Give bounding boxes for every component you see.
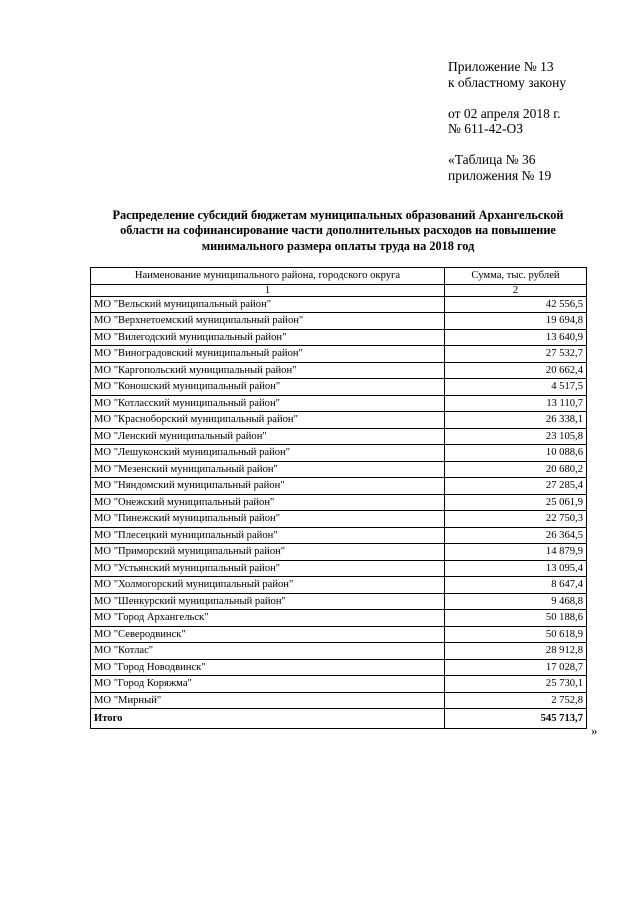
subsidy-amount-cell: 19 694,8 (445, 313, 587, 330)
table-row (91, 461, 587, 478)
law-number: № 611-42-ОЗ (448, 121, 524, 136)
table-row (91, 577, 587, 594)
subsidy-amount-cell: 22 750,3 (445, 511, 587, 528)
column-header-name: Наименование муниципального района, городского округа (91, 268, 445, 285)
subsidy-amount-cell: 13 640,9 (445, 329, 587, 346)
column-header-amount: Сумма, тыс. рублей (445, 268, 587, 285)
subsidy-amount-cell: 10 088,6 (445, 445, 587, 462)
subsidy-amount-cell: 9 468,8 (445, 593, 587, 610)
subsidy-amount-cell: 50 618,9 (445, 626, 587, 643)
table-row (91, 379, 587, 396)
district-name-cell: МО "Няндомский муниципальный район" (91, 478, 445, 495)
district-name-cell: МО "Онежский муниципальный район" (91, 494, 445, 511)
subsidy-amount-cell: 50 188,6 (445, 610, 587, 627)
table-row (91, 395, 587, 412)
table-row (91, 346, 587, 363)
district-name-cell: МО "Вилегодский муниципальный район" (91, 329, 445, 346)
table-row (91, 593, 587, 610)
district-name-cell: МО "Каргопольский муниципальный район" (91, 362, 445, 379)
district-name-cell: МО "Ленский муниципальный район" (91, 428, 445, 445)
district-name-cell: МО "Холмогорский муниципальный район" (91, 577, 445, 594)
district-name-cell: МО "Мезенский муниципальный район" (91, 461, 445, 478)
table-row (91, 494, 587, 511)
table-row (91, 362, 587, 379)
district-name-cell: МО "Виноградовский муниципальный район" (91, 346, 445, 363)
table-row (91, 412, 587, 429)
subsidy-amount-cell: 17 028,7 (445, 659, 587, 676)
table-row (91, 659, 587, 676)
appendix-number: приложения № 19 (448, 167, 552, 183)
total-amount: 545 713,7 (445, 709, 587, 729)
district-name-cell: МО "Город Коряжма" (91, 676, 445, 693)
table-row (91, 626, 587, 643)
table-row (91, 445, 587, 462)
subsidy-amount-cell: 4 517,5 (445, 379, 587, 396)
subsidy-amount-cell: 27 532,7 (445, 346, 587, 363)
district-name-cell: МО "Верхнетоемский муниципальный район" (91, 313, 445, 330)
subsidy-amount-cell: 8 647,4 (445, 577, 587, 594)
table-header-row (91, 268, 587, 285)
district-name-cell: МО "Город Архангельск" (91, 610, 445, 627)
table-row (91, 313, 587, 330)
district-name-cell: МО "Город Новодвинск" (91, 659, 445, 676)
table-row (91, 610, 587, 627)
district-name-cell: МО "Северодвинск" (91, 626, 445, 643)
column-number-row (91, 284, 587, 296)
table-row (91, 560, 587, 577)
district-name-cell: МО "Котласский муниципальный район" (91, 395, 445, 412)
closing-quote-mark: » (591, 723, 598, 738)
annex-header (448, 59, 566, 183)
subsidy-amount-cell: 20 680,2 (445, 461, 587, 478)
subsidy-amount-cell: 14 879,9 (445, 544, 587, 561)
district-name-cell: МО "Устьянский муниципальный район" (91, 560, 445, 577)
subsidy-amount-cell: 26 364,5 (445, 527, 587, 544)
table-row (91, 692, 587, 709)
district-name-cell: МО "Лешуконский муниципальный район" (91, 445, 445, 462)
district-name-cell: МО "Красноборский муниципальный район" (91, 412, 445, 429)
total-label: Итого (91, 709, 445, 729)
subsidy-amount-cell: 42 556,5 (445, 296, 587, 313)
table-row (91, 676, 587, 693)
subsidy-amount-cell: 27 285,4 (445, 478, 587, 495)
law-date: от 02 апреля 2018 г. (448, 105, 561, 121)
subsidy-amount-cell: 13 095,4 (445, 560, 587, 577)
table-row (91, 478, 587, 495)
table-row (91, 544, 587, 561)
header-spacer (448, 90, 566, 106)
column-number-1: 1 (91, 284, 445, 296)
table-row (91, 428, 587, 445)
district-name-cell: МО "Приморский муниципальный район" (91, 544, 445, 561)
subsidy-amount-cell: 2 752,8 (445, 692, 587, 709)
annex-law-ref: к областному закону (448, 74, 567, 90)
district-name-cell: МО "Мирный" (91, 692, 445, 709)
subsidy-amount-cell: 20 662,4 (445, 362, 587, 379)
annex-number: Приложение № 13 (448, 59, 554, 74)
subsidy-amount-cell: 23 105,8 (445, 428, 587, 445)
column-number-2: 2 (445, 284, 587, 296)
table-row (91, 329, 587, 346)
district-name-cell: МО "Плесецкий муниципальный район" (91, 527, 445, 544)
subsidy-amount-cell: 25 061,9 (445, 494, 587, 511)
subsidy-amount-cell: 25 730,1 (445, 676, 587, 693)
table-row (91, 643, 587, 660)
district-name-cell: МО "Вельский муниципальный район" (91, 296, 445, 313)
table-row (91, 527, 587, 544)
subsidy-amount-cell: 26 338,1 (445, 412, 587, 429)
district-name-cell: МО "Шенкурский муниципальный район" (91, 593, 445, 610)
document-title: Распределение субсидий бюджетам муниципальных образований Архангельской области на софинансирование части дополнительных расходов на повышение минимального размера оплаты труда на 2018 год (112, 208, 564, 253)
total-row (91, 709, 587, 729)
subsidy-amount-cell: 13 110,7 (445, 395, 587, 412)
table-row (91, 511, 587, 528)
district-name-cell: МО "Пинежский муниципальный район" (91, 511, 445, 528)
subsidy-distribution-table (90, 267, 587, 729)
header-spacer (448, 137, 566, 153)
subsidy-amount-cell: 28 912,8 (445, 643, 587, 660)
table-row (91, 296, 587, 313)
table-number: «Таблица № 36 (448, 152, 536, 167)
district-name-cell: МО "Коношский муниципальный район" (91, 379, 445, 396)
district-name-cell: МО "Котлас" (91, 643, 445, 660)
